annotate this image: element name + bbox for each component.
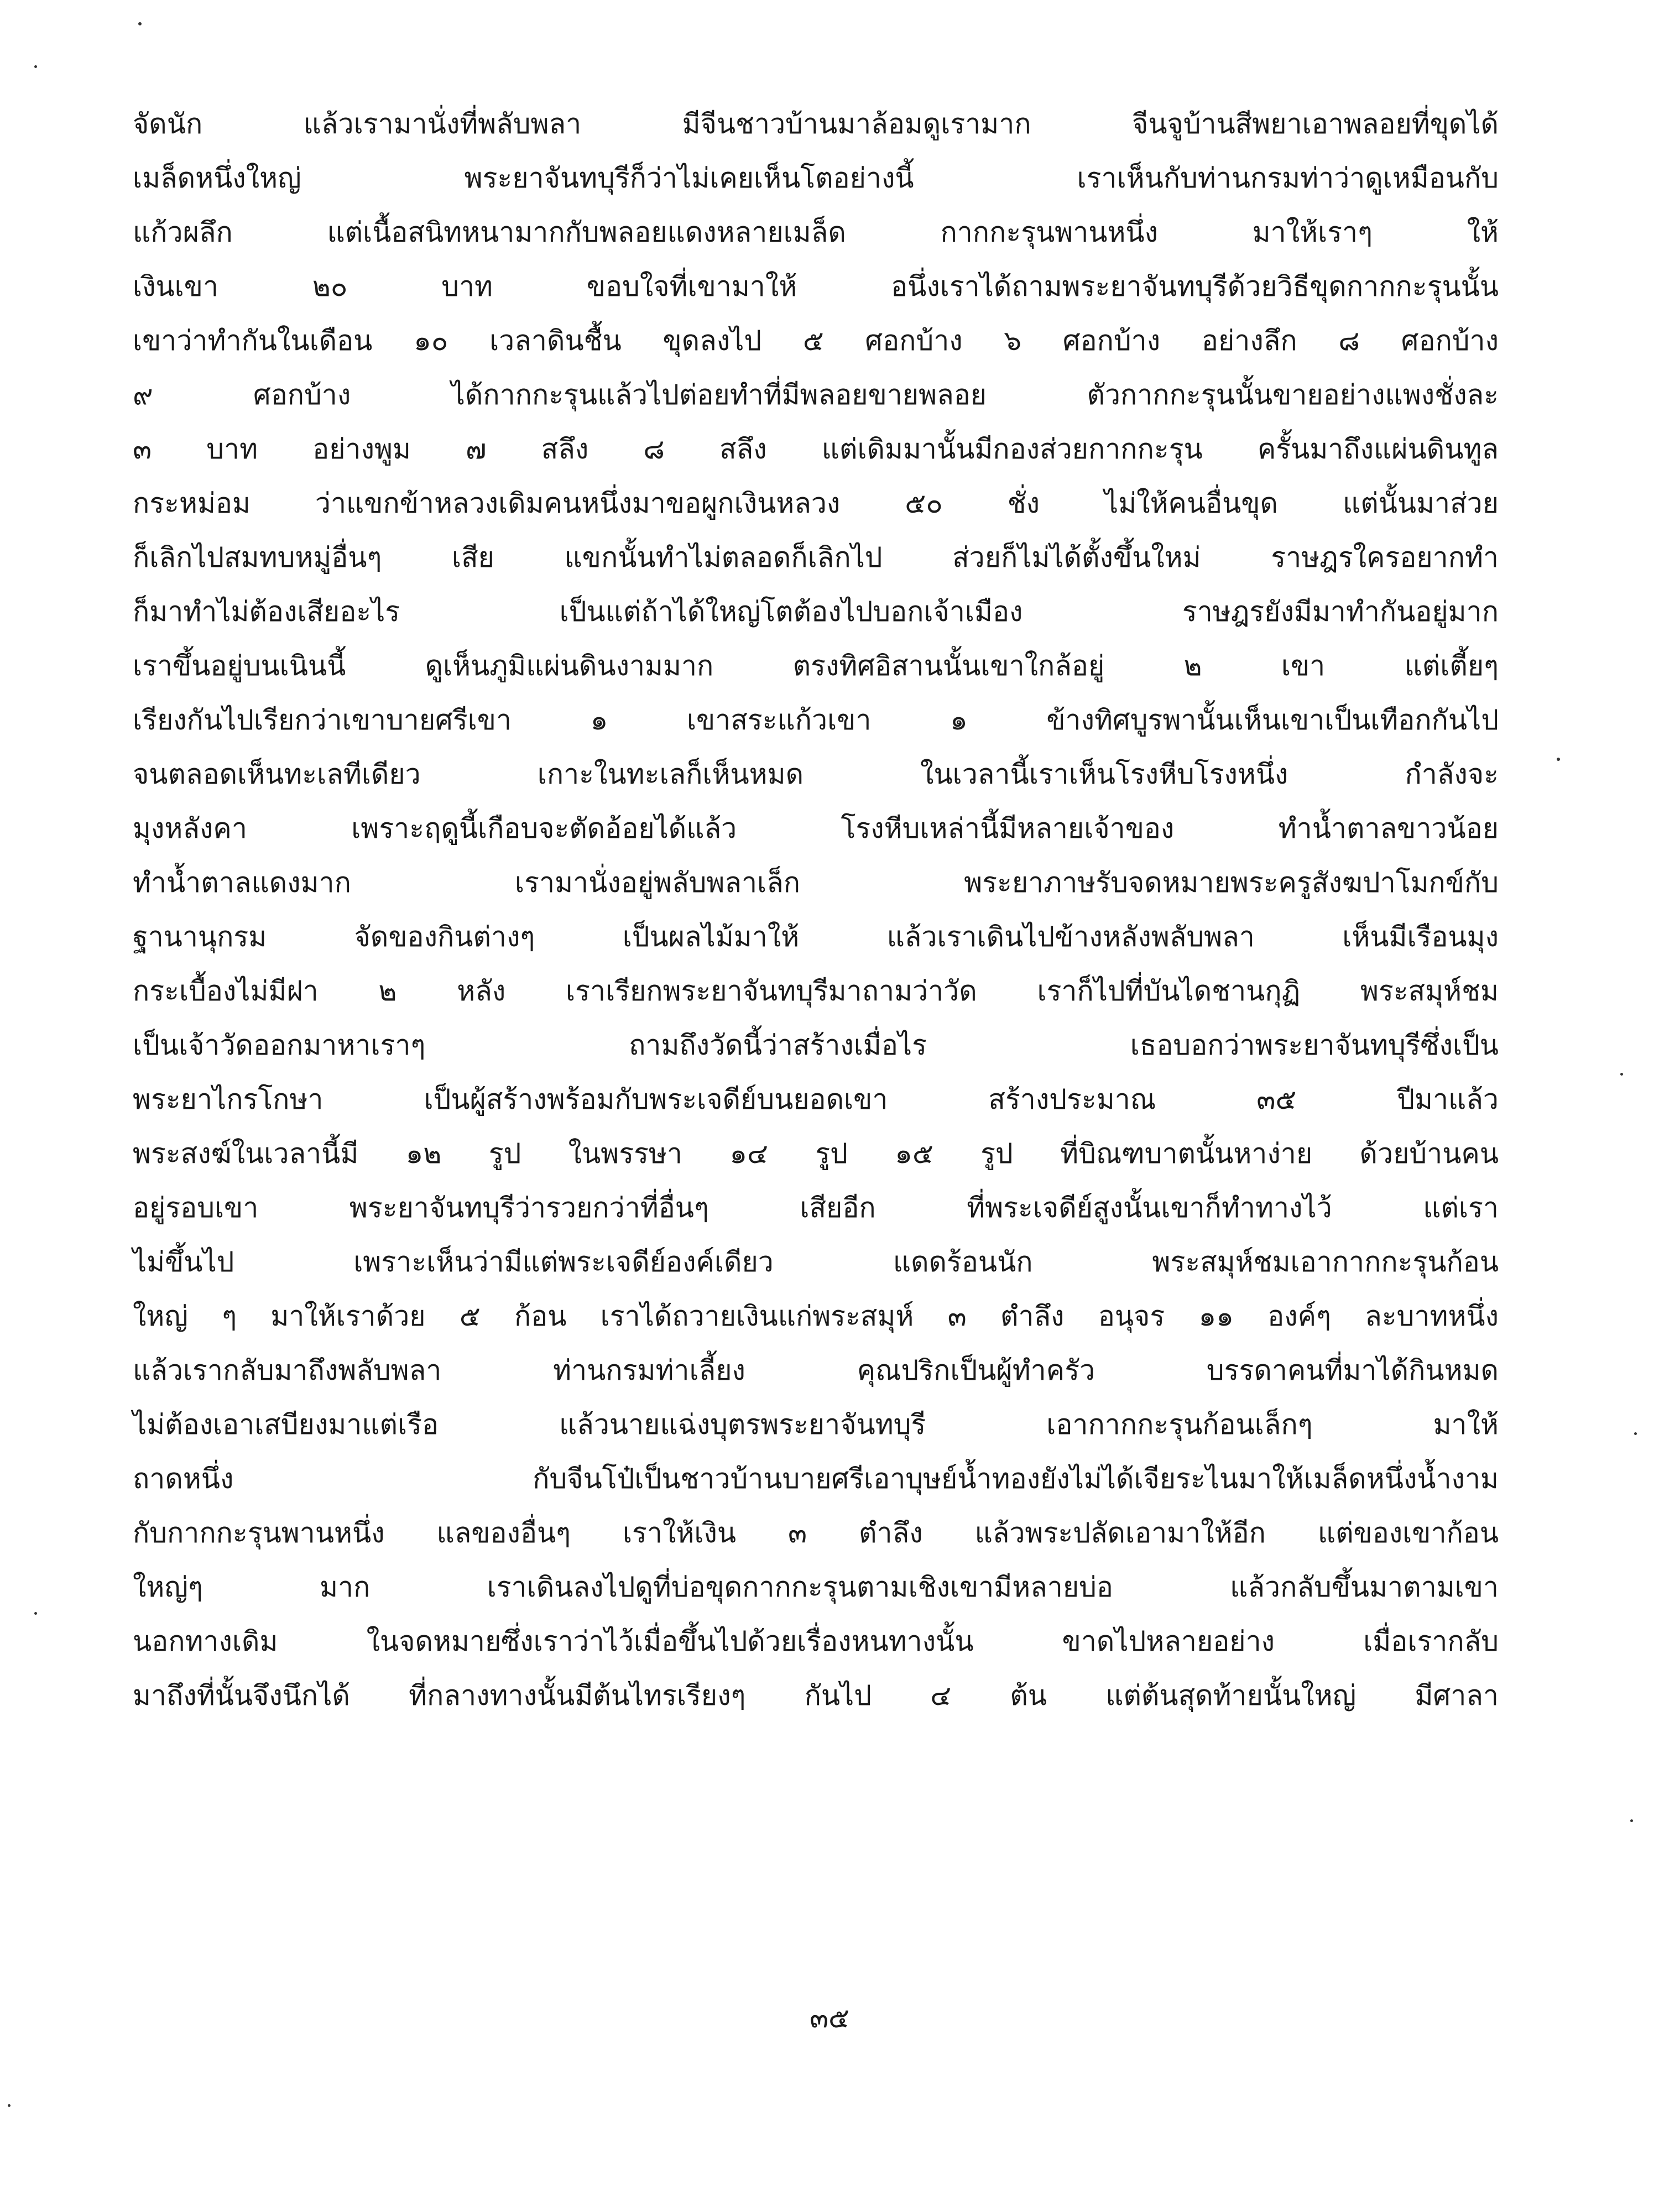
body-text [133, 97, 1499, 1723]
text-line: อยู่รอบเขา พระยาจันทบุรีว่ารวยกว่าที่อื่นๆ เสียอีก ที่พระเจดีย์สูงนั้นเขาก็ทำทางไว้ แต่เรา [133, 1192, 1499, 1224]
text-line: แก้วผลึก แต่เนื้อสนิทหนามากกับพลอยแดงหลายเมล็ด กากกะรุนพานหนึ่ง มาให้เราๆ ให้ [133, 216, 1499, 248]
text-line: กระเบื้องไม่มีฝา ๒ หลัง เราเรียกพระยาจันทบุรีมาถามว่าวัด เราก็ไปที่บันไดชานกุฏิ พระสมุห์ชม [133, 975, 1499, 1007]
scan-speck [1620, 1073, 1623, 1076]
text-line: ก็มาทำไม่ต้องเสียอะไร เป็นแต่ถ้าได้ใหญ่โตต้องไปบอกเจ้าเมือง ราษฎรยังมีมาทำกันอยู่มาก [133, 596, 1499, 628]
text-line: ทำน้ำตาลแดงมาก เรามานั่งอยู่พลับพลาเล็ก พระยาภาษรับจดหมายพระครูสังฆปาโมกข์กับ [133, 867, 1499, 899]
text-line: จนตลอดเห็นทะเลทีเดียว เกาะในทะเลก็เห็นหมด ในเวลานี้เราเห็นโรงหีบโรงหนึ่ง กำลังจะ [133, 758, 1499, 790]
page-number: ๓๕ [809, 2002, 850, 2034]
text-line: ก็เลิกไปสมทบหมู่อื่นๆ เสีย แขกนั้นทำไม่ตลอดก็เลิกไป ส่วยก็ไม่ได้ตั้งขึ้นใหม่ ราษฎรใครอยากทำ [133, 541, 1499, 573]
text-line: แล้วเรากลับมาถึงพลับพลา ท่านกรมท่าเลี้ยง คุณปริกเป็นผู้ทำครัว บรรดาคนที่มาได้กินหมด [133, 1354, 1499, 1386]
text-line: ใหญ่ ๆ มาให้เราด้วย ๕ ก้อน เราได้ถวายเงินแก่พระสมุห์ ๓ ตำลึง อนุจร ๑๑ องค์ๆ ละบาทหนึ่ง [133, 1300, 1499, 1332]
scan-speck [1634, 1432, 1637, 1435]
scan-speck [1557, 758, 1560, 761]
text-line: ใหญ่ๆ มาก เราเดินลงไปดูที่บ่อขุดกากกะรุนตามเชิงเขามีหลายบ่อ แล้วกลับขึ้นมาตามเขา [133, 1571, 1499, 1603]
text-line: เมล็ดหนึ่งใหญ่ พระยาจันทบุรีก็ว่าไม่เคยเห็นโตอย่างนี้ เราเห็นกับท่านกรมท่าว่าดูเหมือนกับ [133, 162, 1499, 194]
text-line: ถาดหนึ่ง กับจีนโป๋เป็นชาวบ้านบายศรีเอาบุษย์น้ำทองยังไม่ได้เจียระไนมาให้เมล็ดหนึ่งน้ำงาม [133, 1463, 1499, 1495]
text-line: นอกทางเดิม ในจดหมายซึ่งเราว่าไว้เมื่อขึ้นไปด้วยเรื่องหนทางนั้น ขาดไปหลายอย่าง เมื่อเรากลับ [133, 1625, 1499, 1657]
text-line: เป็นเจ้าวัดออกมาหาเราๆ ถามถึงวัดนี้ว่าสร้างเมื่อไร เธอบอกว่าพระยาจันทบุรีซึ่งเป็น [133, 1029, 1499, 1061]
text-line: ๓ บาท อย่างพูม ๗ สลึง ๘ สลึง แต่เดิมมานั้นมีกองส่วยกากกะรุน ครั้นมาถึงแผ่นดินทูล [133, 433, 1499, 465]
scan-speck [138, 22, 142, 25]
text-line: ๙ ศอกบ้าง ได้กากกะรุนแล้วไปต่อยทำที่มีพลอยขายพลอย ตัวกากกะรุนนั้นขายอย่างแพงชั่งละ [133, 379, 1499, 411]
text-line: กระหม่อม ว่าแขกข้าหลวงเดิมคนหนึ่งมาขอผูกเงินหลวง ๕๐ ชั่ง ไม่ให้คนอื่นขุด แต่นั้นมาส่วย [133, 487, 1499, 519]
text-line: มาถึงที่นั้นจึงนึกได้ ที่กลางทางนั้นมีต้นไทรเรียงๆ กันไป ๔ ต้น แต่ต้นสุดท้ายนั้นใหญ่ มีศาลา [133, 1679, 1499, 1712]
text-line: ไม่ต้องเอาเสบียงมาแต่เรือ แล้วนายแฉ่งบุตรพระยาจันทบุรี เอากากกะรุนก้อนเล็กๆ มาให้ [133, 1408, 1499, 1441]
text-line: ไม่ขึ้นไป เพราะเห็นว่ามีแต่พระเจดีย์องค์เดียว แดดร้อนนัก พระสมุห์ชมเอากากกะรุนก้อน [133, 1246, 1499, 1278]
scan-speck [1630, 1819, 1633, 1822]
text-line: เขาว่าทำกันในเดือน ๑๐ เวลาดินชื้น ขุดลงไป ๕ ศอกบ้าง ๖ ศอกบ้าง อย่างลึก ๘ ศอกบ้าง [133, 325, 1499, 357]
text-line: ฐานานุกรม จัดของกินต่างๆ เป็นผลไม้มาให้ แล้วเราเดินไปข้างหลังพลับพลา เห็นมีเรือนมุง [133, 921, 1499, 953]
text-line: เงินเขา ๒๐ บาท ขอบใจที่เขามาให้ อนึ่งเราได้ถามพระยาจันทบุรีด้วยวิธีขุดกากกะรุนนั้น [133, 270, 1499, 302]
text-line: เรียงกันไปเรียกว่าเขาบายศรีเขา ๑ เขาสระแก้วเขา ๑ ข้างทิศบูรพานั้นเห็นเขาเป็นเทือกกันไป [133, 704, 1499, 736]
scan-speck [34, 1612, 37, 1615]
text-line: จัดนัก แล้วเรามานั่งที่พลับพลา มีจีนชาวบ้านมาล้อมดูเรามาก จีนจูบ้านสีพยาเอาพลอยที่ขุดได้ [133, 108, 1499, 140]
text-line: กับกากกะรุนพานหนึ่ง แลของอื่นๆ เราให้เงิน ๓ ตำลึง แล้วพระปลัดเอามาให้อีก แต่ของเขาก้อน [133, 1517, 1499, 1549]
text-line: พระยาไกรโกษา เป็นผู้สร้างพร้อมกับพระเจดีย์บนยอดเขา สร้างประมาณ ๓๕ ปีมาแล้ว [133, 1083, 1499, 1115]
scan-speck [8, 2104, 11, 2107]
scan-speck [34, 65, 37, 68]
text-line: เราขึ้นอยู่บนเนินนี้ ดูเห็นภูมิแผ่นดินงามมาก ตรงทิศอิสานนั้นเขาใกล้อยู่ ๒ เขา แต่เตี้ยๆ [133, 650, 1499, 682]
text-line: พระสงฆ์ในเวลานี้มี ๑๒ รูป ในพรรษา ๑๔ รูป ๑๕ รูป ที่บิณฑบาตนั้นหาง่าย ด้วยบ้านคน [133, 1138, 1499, 1170]
text-line: มุงหลังคา เพราะฤดูนี้เกือบจะตัดอ้อยได้แล้ว โรงหีบเหล่านี้มีหลายเจ้าของ ทำน้ำตาลขาวน้อย [133, 812, 1499, 844]
